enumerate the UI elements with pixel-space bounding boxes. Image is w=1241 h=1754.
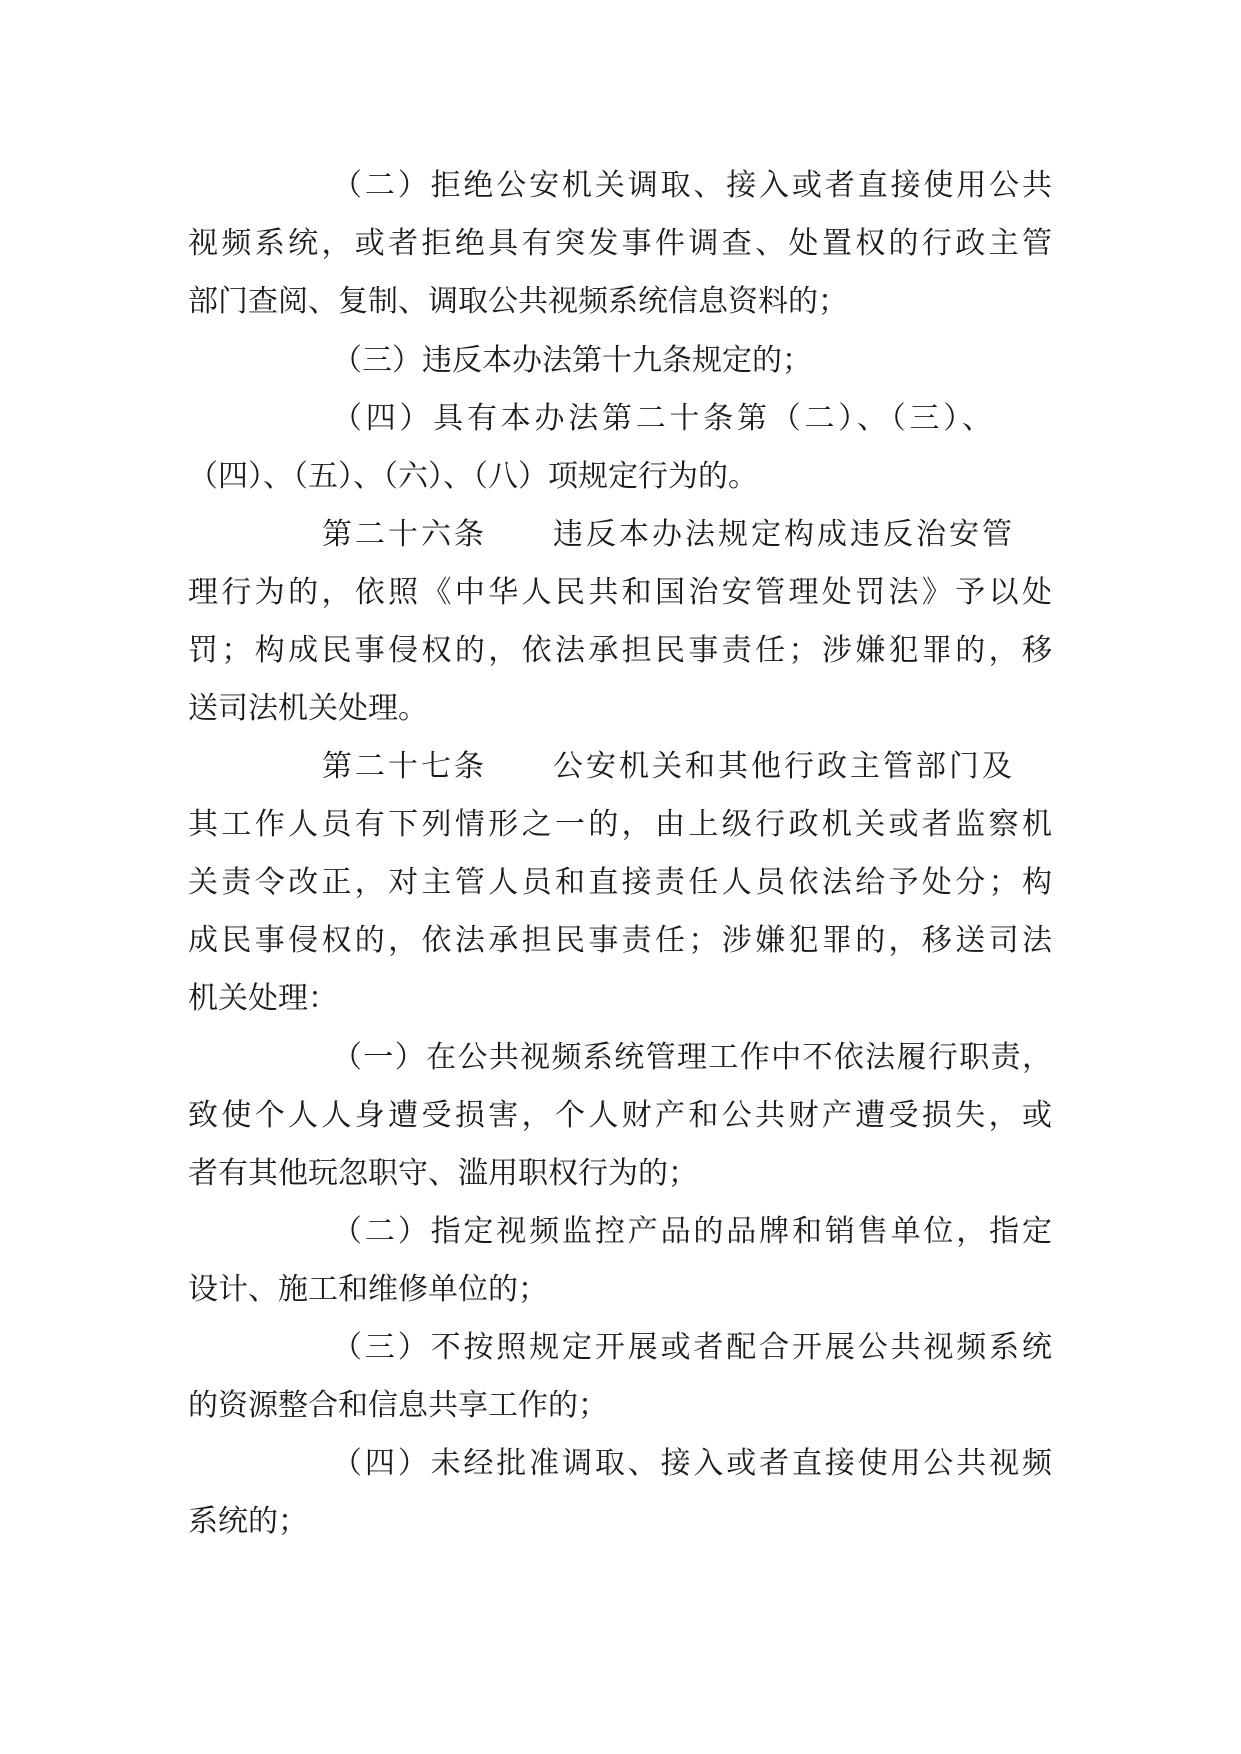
text-line: （一）在公共视频系统管理工作中不依法履行职责，: [332, 1040, 1052, 1075]
text-line: 的资源整合和信息共享工作的；: [188, 1388, 608, 1423]
text-line: 关责令改正，对主管人员和直接责任人员依法给予处分；构: [188, 865, 1052, 900]
text-line: 罚；构成民事侵权的，依法承担民事责任；涉嫌犯罪的，移: [188, 633, 1052, 668]
text-line: 设计、施工和维修单位的；: [188, 1272, 548, 1307]
text-line: （四）具有本办法第二十条第（二）、（三）、: [332, 401, 992, 436]
text-line: 送司法机关处理。: [188, 691, 428, 726]
text-line: 者有其他玩忽职守、滥用职权行为的；: [188, 1156, 698, 1191]
text-line: 视频系统，或者拒绝具有突发事件调查、处置权的行政主管: [188, 226, 1052, 261]
text-line: （二）拒绝公安机关调取、接入或者直接使用公共: [332, 168, 1052, 203]
article-26-heading: 第二十六条 违反本办法规定构成违反治安管: [322, 517, 1012, 552]
text-line: （二）指定视频监控产品的品牌和销售单位，指定: [332, 1214, 1052, 1249]
text-line: 致使个人人身遭受损害，个人财产和公共财产遭受损失，或: [188, 1098, 1052, 1133]
text-line: 其工作人员有下列情形之一的，由上级行政机关或者监察机: [188, 807, 1052, 842]
text-line: 成民事侵权的，依法承担民事责任；涉嫌犯罪的，移送司法: [188, 923, 1052, 958]
text-line: 理行为的，依照《中华人民共和国治安管理处罚法》予以处: [188, 575, 1052, 610]
text-line: （三）不按照规定开展或者配合开展公共视频系统: [332, 1330, 1052, 1365]
text-line: （四）、（五）、（六）、（八）项规定行为的。: [188, 459, 758, 494]
text-line: 系统的；: [188, 1504, 308, 1539]
text-line: 部门查阅、复制、调取公共视频系统信息资料的；: [188, 284, 848, 319]
text-line: （四）未经批准调取、接入或者直接使用公共视频: [332, 1446, 1052, 1481]
text-line: （三）违反本办法第十九条规定的；: [332, 343, 812, 378]
article-27-heading: 第二十七条 公安机关和其他行政主管部门及: [322, 749, 1012, 784]
text-line: 机关处理：: [188, 981, 338, 1016]
